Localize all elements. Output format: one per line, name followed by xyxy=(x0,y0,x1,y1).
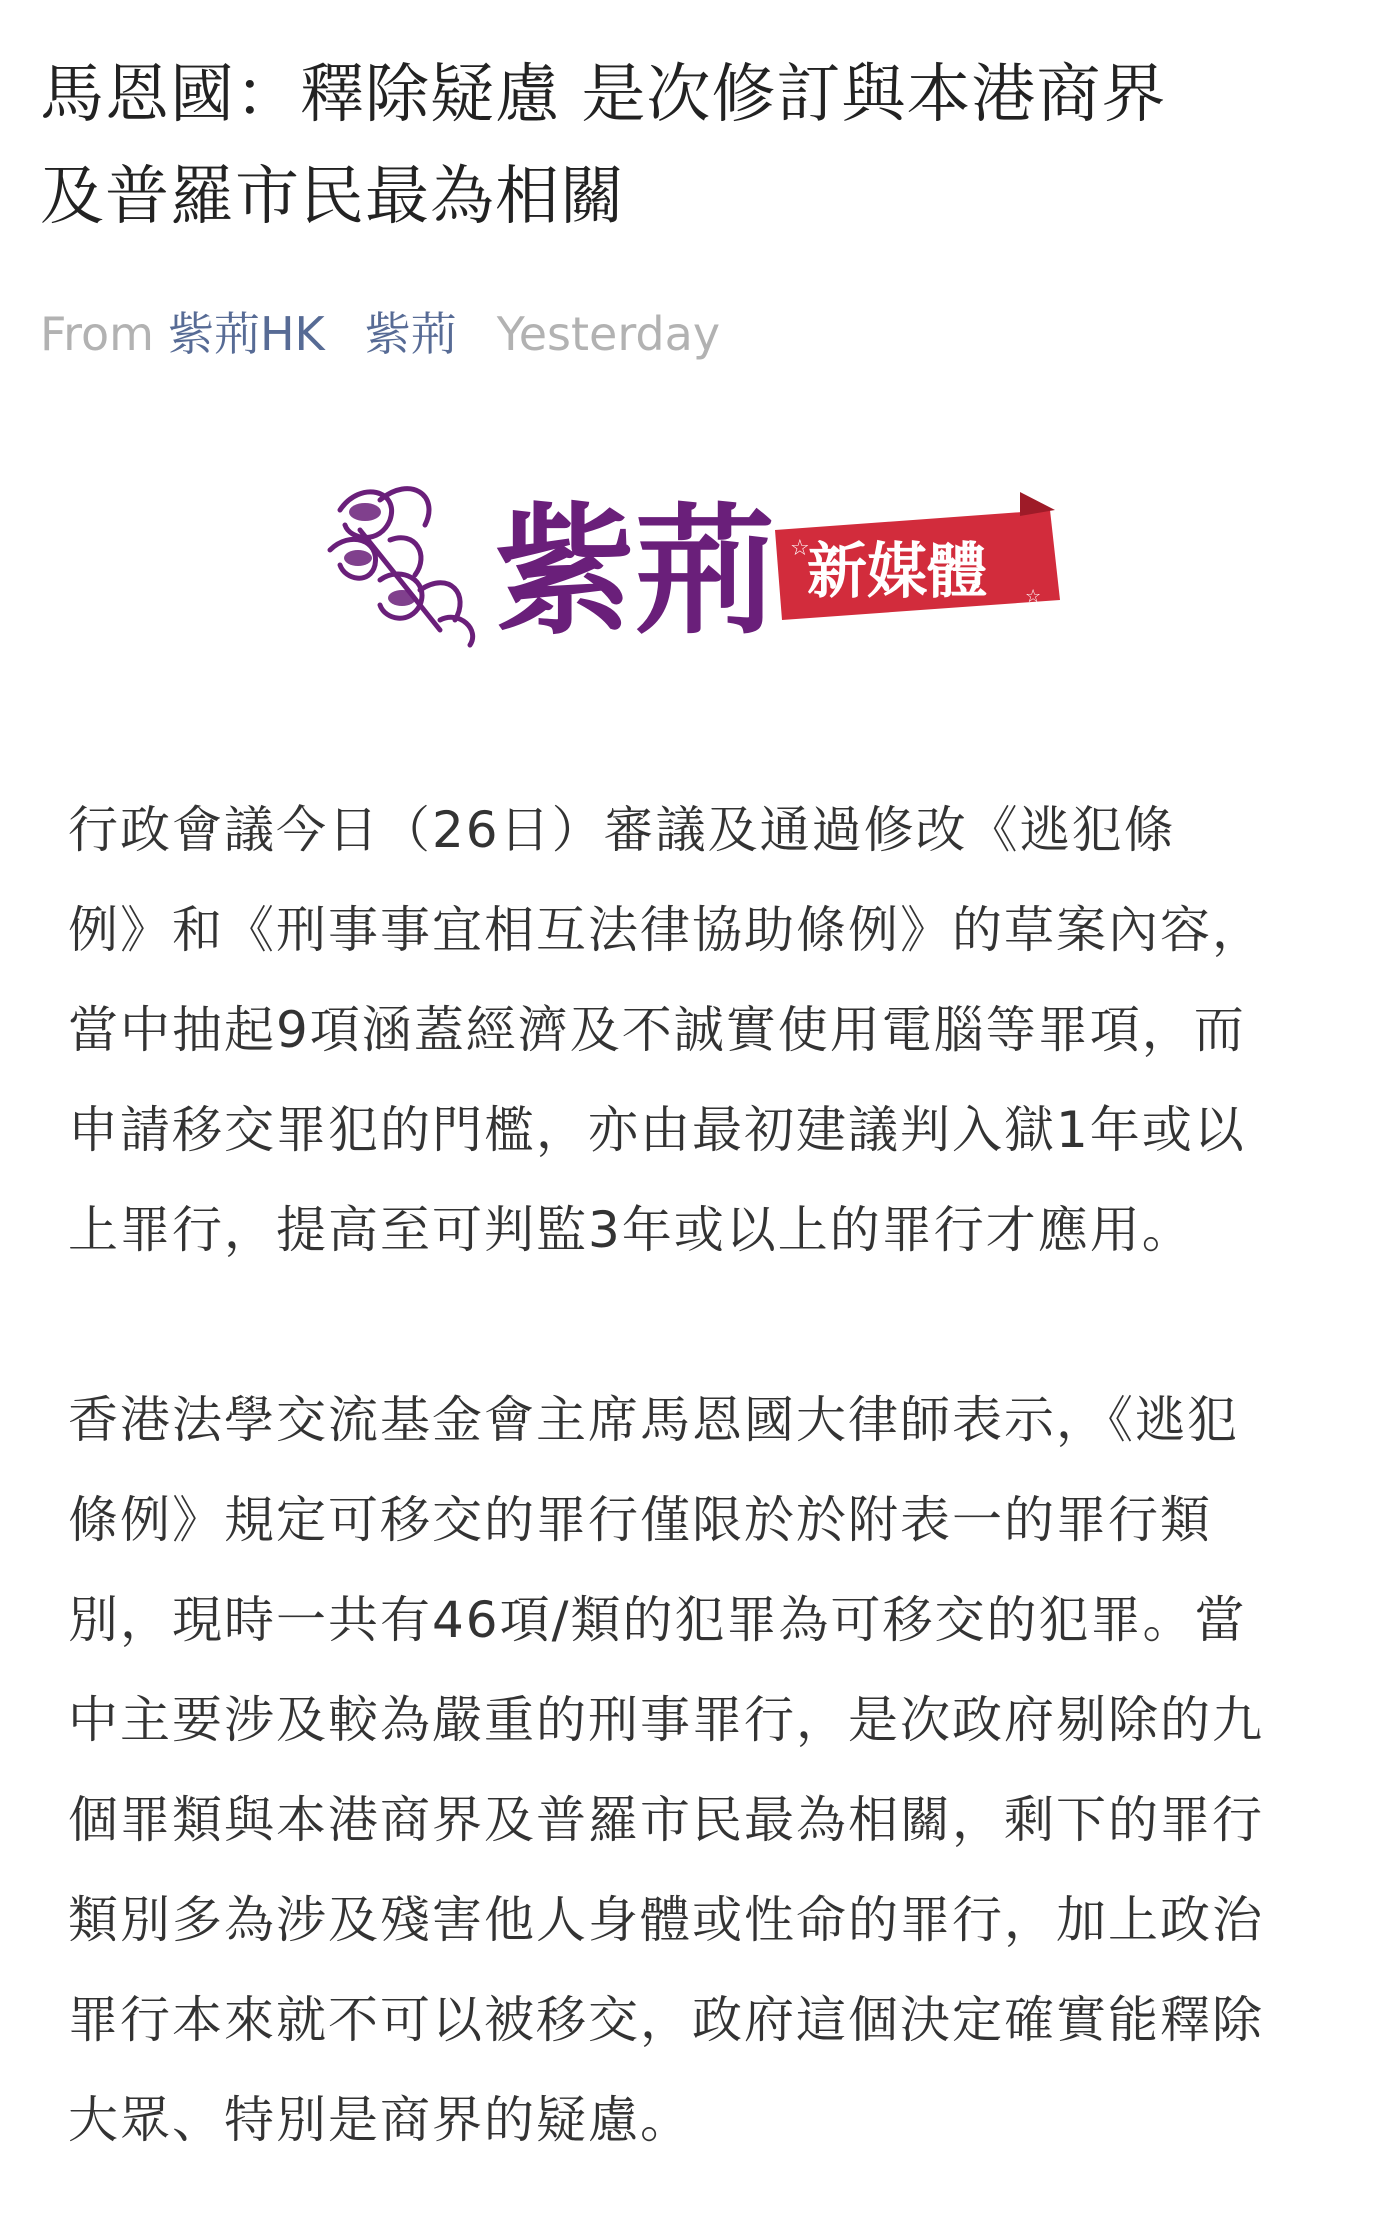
article-paragraph xyxy=(68,1370,1338,2170)
banner-text: 新媒體 xyxy=(807,537,987,607)
author-name: 紫荊 xyxy=(364,307,457,361)
paragraph-line: 申請移交罪犯的門檻，亦由最初建議判入獄1年或以 xyxy=(68,1101,1246,1159)
paragraph-line: 罪行本來就不可以被移交，政府這個決定確實能釋除 xyxy=(68,1991,1264,2049)
brand-logo-image xyxy=(320,470,1080,660)
paragraph-line: 大眾、特別是商界的疑慮。 xyxy=(68,2091,692,2149)
star-icon: ☆ xyxy=(1025,586,1042,607)
paragraph-line: 類別多為涉及殘害他人身體或性命的罪行，加上政治 xyxy=(68,1891,1264,1949)
title-line: 馬恩國：釋除疑慮 是次修訂與本港商界 xyxy=(40,58,1167,132)
article-title xyxy=(40,44,1360,248)
paragraph-line: 香港法學交流基金會主席馬恩國大律師表示，《逃犯 xyxy=(68,1391,1239,1449)
account-link[interactable]: 紫荊HK xyxy=(167,307,325,361)
paragraph-line: 行政會議今日（26日）審議及通過修改《逃犯條 xyxy=(68,801,1176,859)
publish-date: Yesterday xyxy=(496,307,721,361)
paragraph-line: 個罪類與本港商界及普羅市民最為相關，剩下的罪行 xyxy=(68,1791,1264,1849)
brand-logo xyxy=(320,470,1080,660)
from-label: From xyxy=(40,307,154,361)
article-meta xyxy=(40,304,720,364)
article-paragraph xyxy=(68,780,1338,1280)
star-icon: ☆ xyxy=(790,536,810,561)
banner-ribbon xyxy=(775,492,1060,620)
paragraph-line: 別，現時一共有46項/類的犯罪為可移交的犯罪。當 xyxy=(68,1591,1247,1649)
paragraph-line: 條例》規定可移交的罪行僅限於於附表一的罪行類 xyxy=(68,1491,1212,1549)
paragraph-line: 上罪行，提高至可判監3年或以上的罪行才應用。 xyxy=(68,1201,1194,1259)
title-line: 及普羅市民最為相關 xyxy=(40,160,625,234)
paragraph-line: 當中抽起9項涵蓋經濟及不誠實使用電腦等罪項，而 xyxy=(68,1001,1246,1059)
brand-text: 紫荊 xyxy=(495,490,776,654)
paragraph-line: 中主要涉及較為嚴重的刑事罪行，是次政府剔除的九 xyxy=(68,1691,1264,1749)
paragraph-line: 例》和《刑事事宜相互法律協助條例》的草案內容， xyxy=(68,901,1264,959)
